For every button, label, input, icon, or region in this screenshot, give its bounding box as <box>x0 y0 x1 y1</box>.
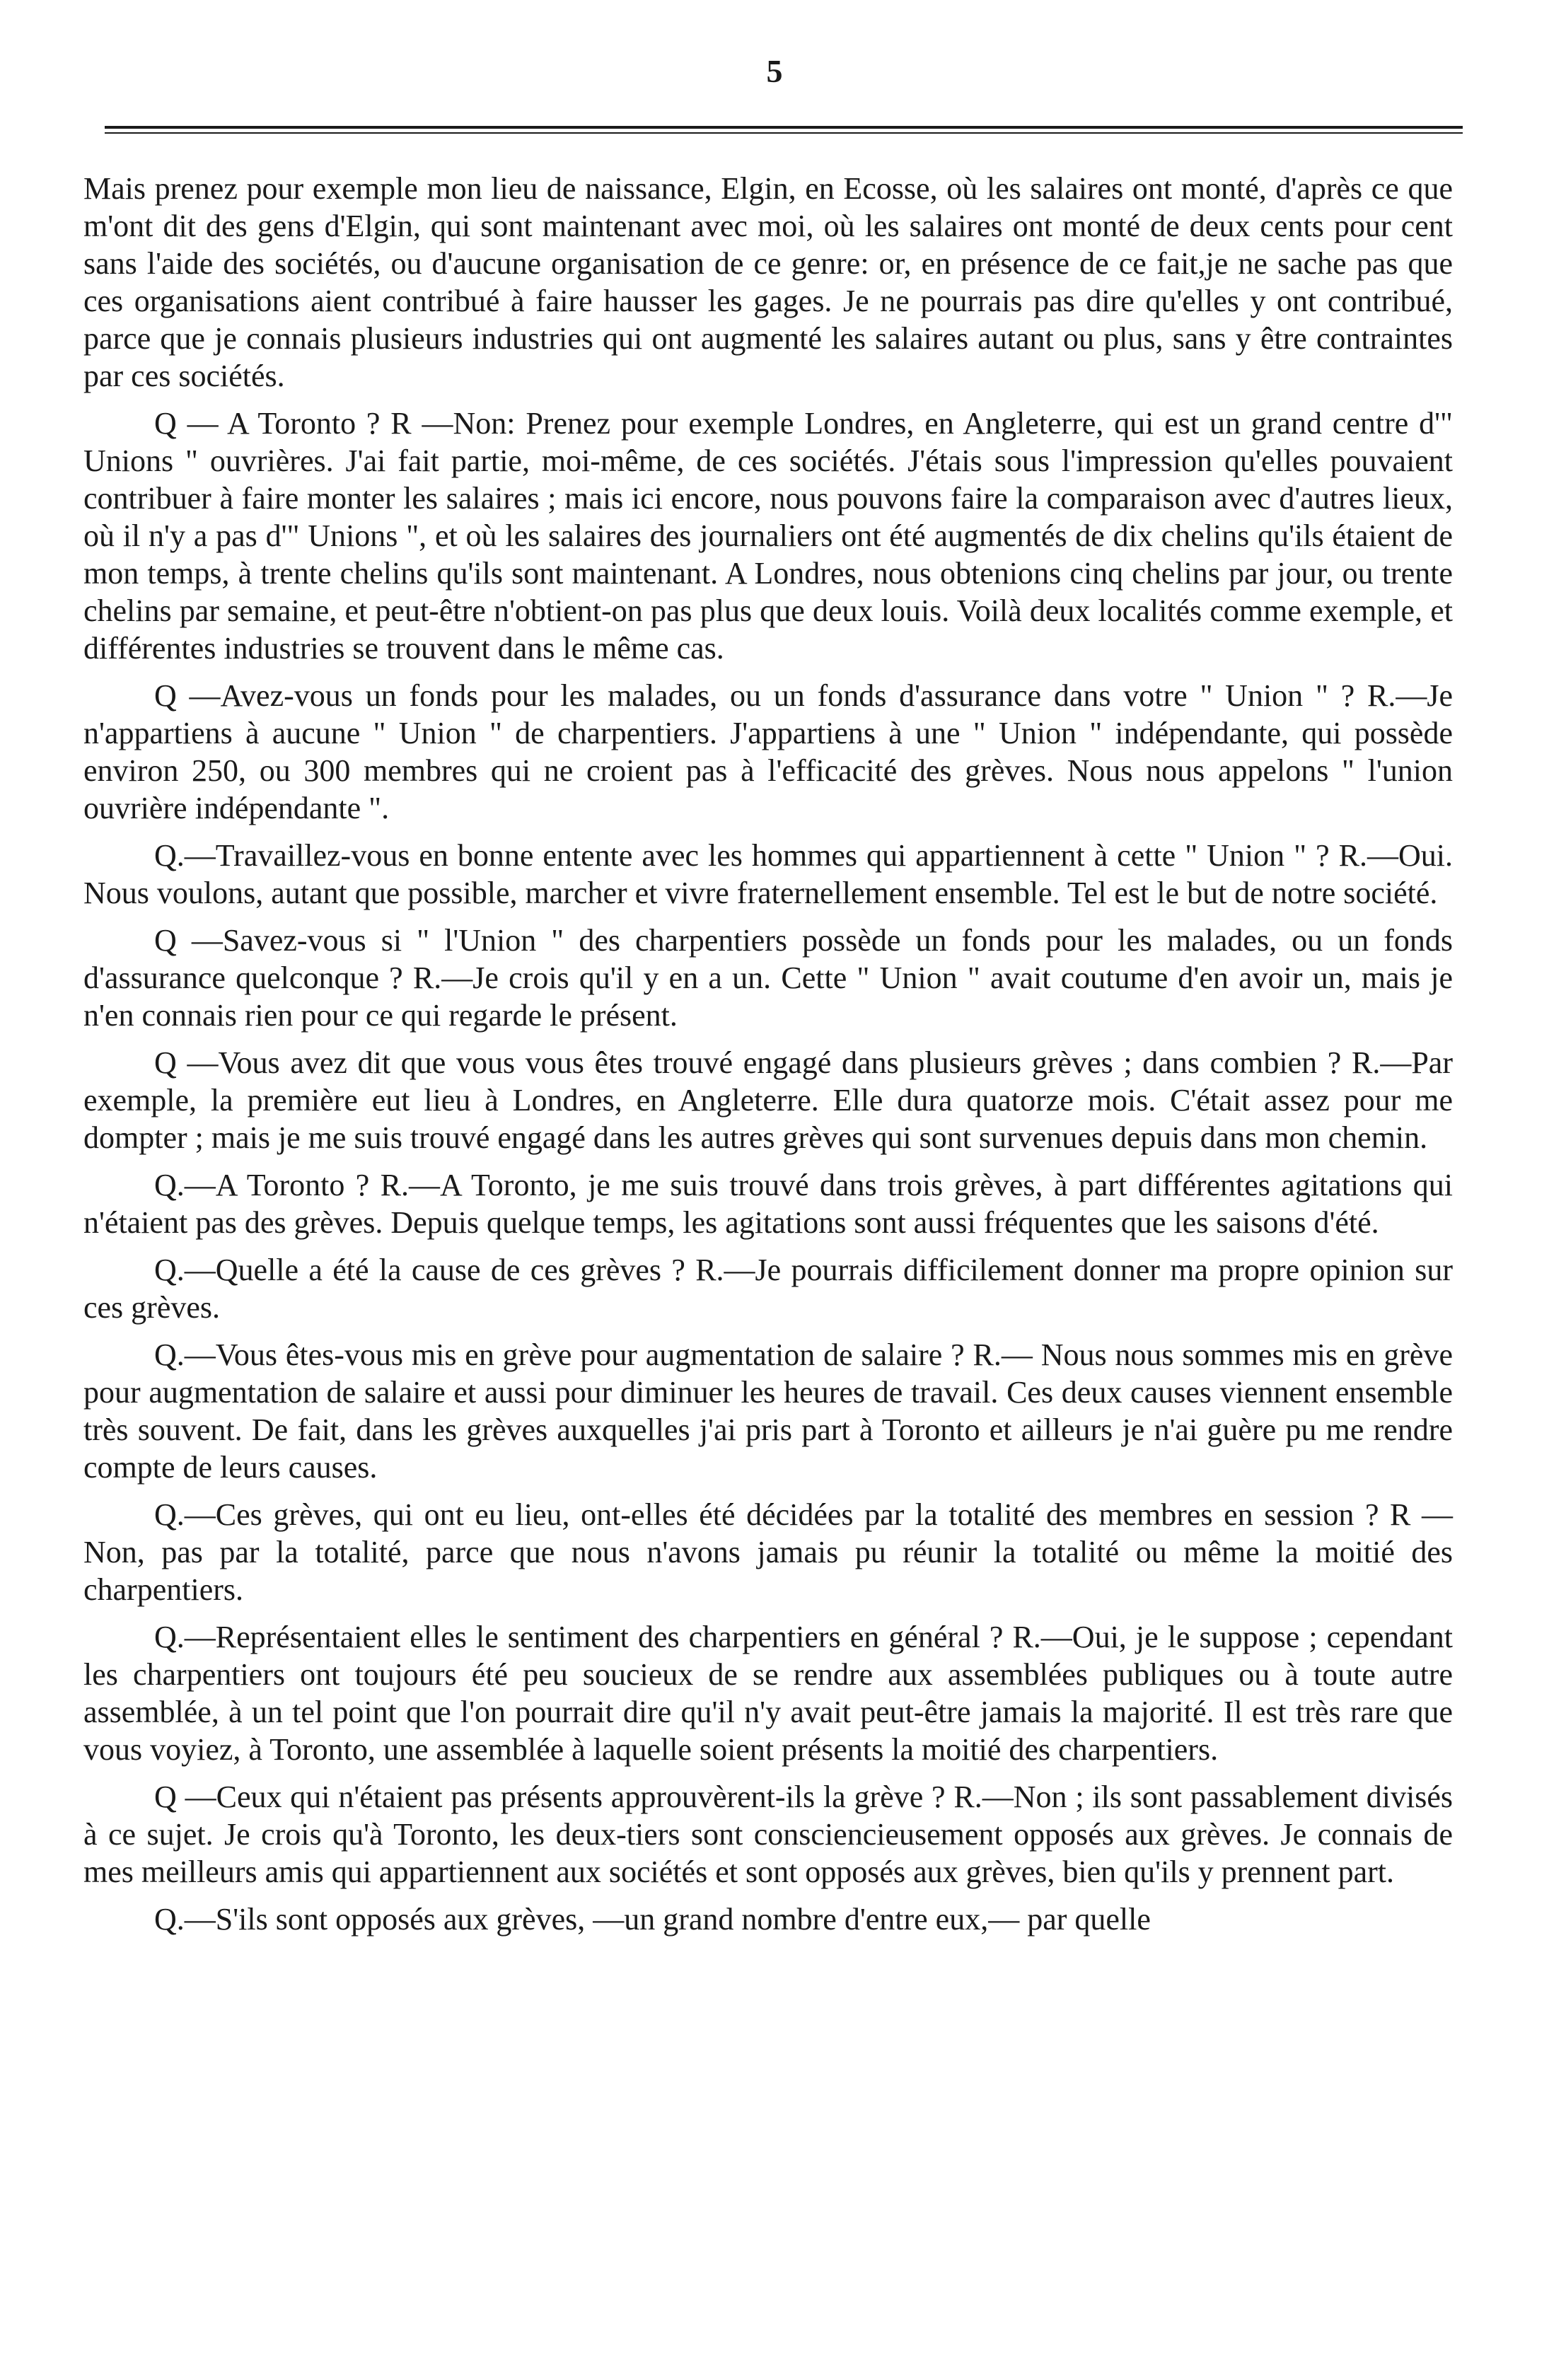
paragraph-3: Q —Avez-vous un fonds pour les malades, ou un fonds d'assurance dans votre " Union " ? R.—Je n'appartiens à aucune " Union " de charpentiers. J'appartiens à une " Union " indépendante, qui possède environ 250, ou 300 membres qui ne croient pas à l'efficacité des grèves. Nous nous appelons " l'union ouvrière indépendante ". <box>83 678 1453 825</box>
paragraph-9: Q.—Vous êtes-vous mis en grève pour augmentation de salaire ? R.— Nous nous sommes mis en grève pour augmentation de salaire et aussi pour diminuer les heures de travail. Ces deux causes viennent ensemble très souvent. De fait, dans les grèves auxquelles j'ai pris part à Toronto et ailleurs je n'ai guère pu me rendre compte de leurs causes. <box>83 1337 1453 1485</box>
header-rule-thin <box>105 132 1463 134</box>
paragraph-8: Q.—Quelle a été la cause de ces grèves ? R.—Je pourrais difficilement donner ma propre opinion sur ces grèves. <box>83 1253 1453 1325</box>
header-double-rule <box>105 126 1463 136</box>
paragraph-1: Mais prenez pour exemple mon lieu de naissance, Elgin, en Ecosse, où les salaires ont monté, d'après ce que m'ont dit des gens d'Elgin, qui sont maintenant avec moi, où les salaires ont monté de deux cents pour cent sans l'aide des sociétés, ou d'aucune organisation de ce genre: or, en présence de ce fait,je ne sache pas que ces organisations aient contribué à faire hausser les gages. Je ne pourrais pas dire qu'elles y ont contribué, parce que je connais plusieurs industries qui ont augmenté les salaires autant ou plus, sans y être contraintes par ces sociétés. <box>83 171 1453 393</box>
header-rule-thick <box>105 126 1463 129</box>
paragraph-7: Q.—A Toronto ? R.—A Toronto, je me suis trouvé dans trois grèves, à part différentes agitations qui n'étaient pas des grèves. Depuis quelque temps, les agitations sont aussi fréquentes que les saisons d'été. <box>83 1168 1453 1240</box>
paragraph-5: Q —Savez-vous si " l'Union " des charpentiers possède un fonds pour les malades, ou un fonds d'assurance quelconque ? R.—Je crois qu'il y en a un. Cette " Union " avait coutume d'en avoir un, mais je n'en connais rien pour ce qui regarde le présent. <box>83 923 1453 1033</box>
paragraph-12: Q —Ceux qui n'étaient pas présents approuvèrent-ils la grève ? R.—Non ; ils sont passablement divisés à ce sujet. Je crois qu'à Toronto, les deux-tiers sont consciencieusement opposés aux grèves. Je connais de mes meilleurs amis qui appartiennent aux sociétés et sont opposés aux grèves, bien qu'ils y prennent part. <box>83 1780 1453 1889</box>
paragraph-10: Q.—Ces grèves, qui ont eu lieu, ont-elles été décidées par la totalité des membres en session ? R —Non, pas par la totalité, parce que nous n'avons jamais pu réunir la totalité ou même la moitié des charpentiers. <box>83 1497 1453 1607</box>
page-number: 5 <box>766 53 783 89</box>
body-text <box>83 170 1453 1948</box>
paragraph-4: Q.—Travaillez-vous en bonne entente avec les hommes qui appartiennent à cette " Union " ? R.—Oui. Nous voulons, autant que possible, marcher et vivre fraternellement ensemble. Tel est le but de notre société. <box>83 838 1453 910</box>
paragraph-11: Q.—Représentaient elles le sentiment des charpentiers en général ? R.—Oui, je le suppose ; cependant les charpentiers ont toujours été peu soucieux de se rendre aux assemblées publiques ou à toute autre assemblée, à un tel point que l'on pourrait dire qu'il n'y avait peut-être jamais la majorité. Il est très rare que vous voyiez, à Toronto, une assemblée à laquelle soient présents la moitié des charpentiers. <box>83 1620 1453 1767</box>
paragraph-6: Q —Vous avez dit que vous vous êtes trouvé engagé dans plusieurs grèves ; dans combien ? R.—Par exemple, la première eut lieu à Londres, en Angleterre. Elle dura quatorze mois. C'était assez pour me dompter ; mais je me suis trouvé engagé dans les autres grèves qui sont survenues depuis dans mon chemin. <box>83 1045 1453 1155</box>
paragraph-13: Q.—S'ils sont opposés aux grèves, —un grand nombre d'entre eux,— par quelle <box>154 1902 1151 1937</box>
paragraph-2: Q — A Toronto ? R —Non: Prenez pour exemple Londres, en Angleterre, qui est un grand centre d'" Unions " ouvrières. J'ai fait partie, moi-même, de ces sociétés. J'étais sous l'impression qu'elles pouvaient contribuer à faire monter les salaires ; mais ici encore, nous pouvons faire la comparaison avec d'autres lieux, où il n'y a pas d'" Unions ", et où les salaires des journaliers ont été augmentés de dix chelins qu'ils étaient de mon temps, à trente chelins qu'ils sont maintenant. A Londres, nous obtenions cinq chelins par jour, ou trente chelins par semaine, et peut-être n'obtient-on pas plus que deux louis. Voilà deux localités comme exemple, et différentes industries se trouvent dans le même cas. <box>83 406 1453 666</box>
